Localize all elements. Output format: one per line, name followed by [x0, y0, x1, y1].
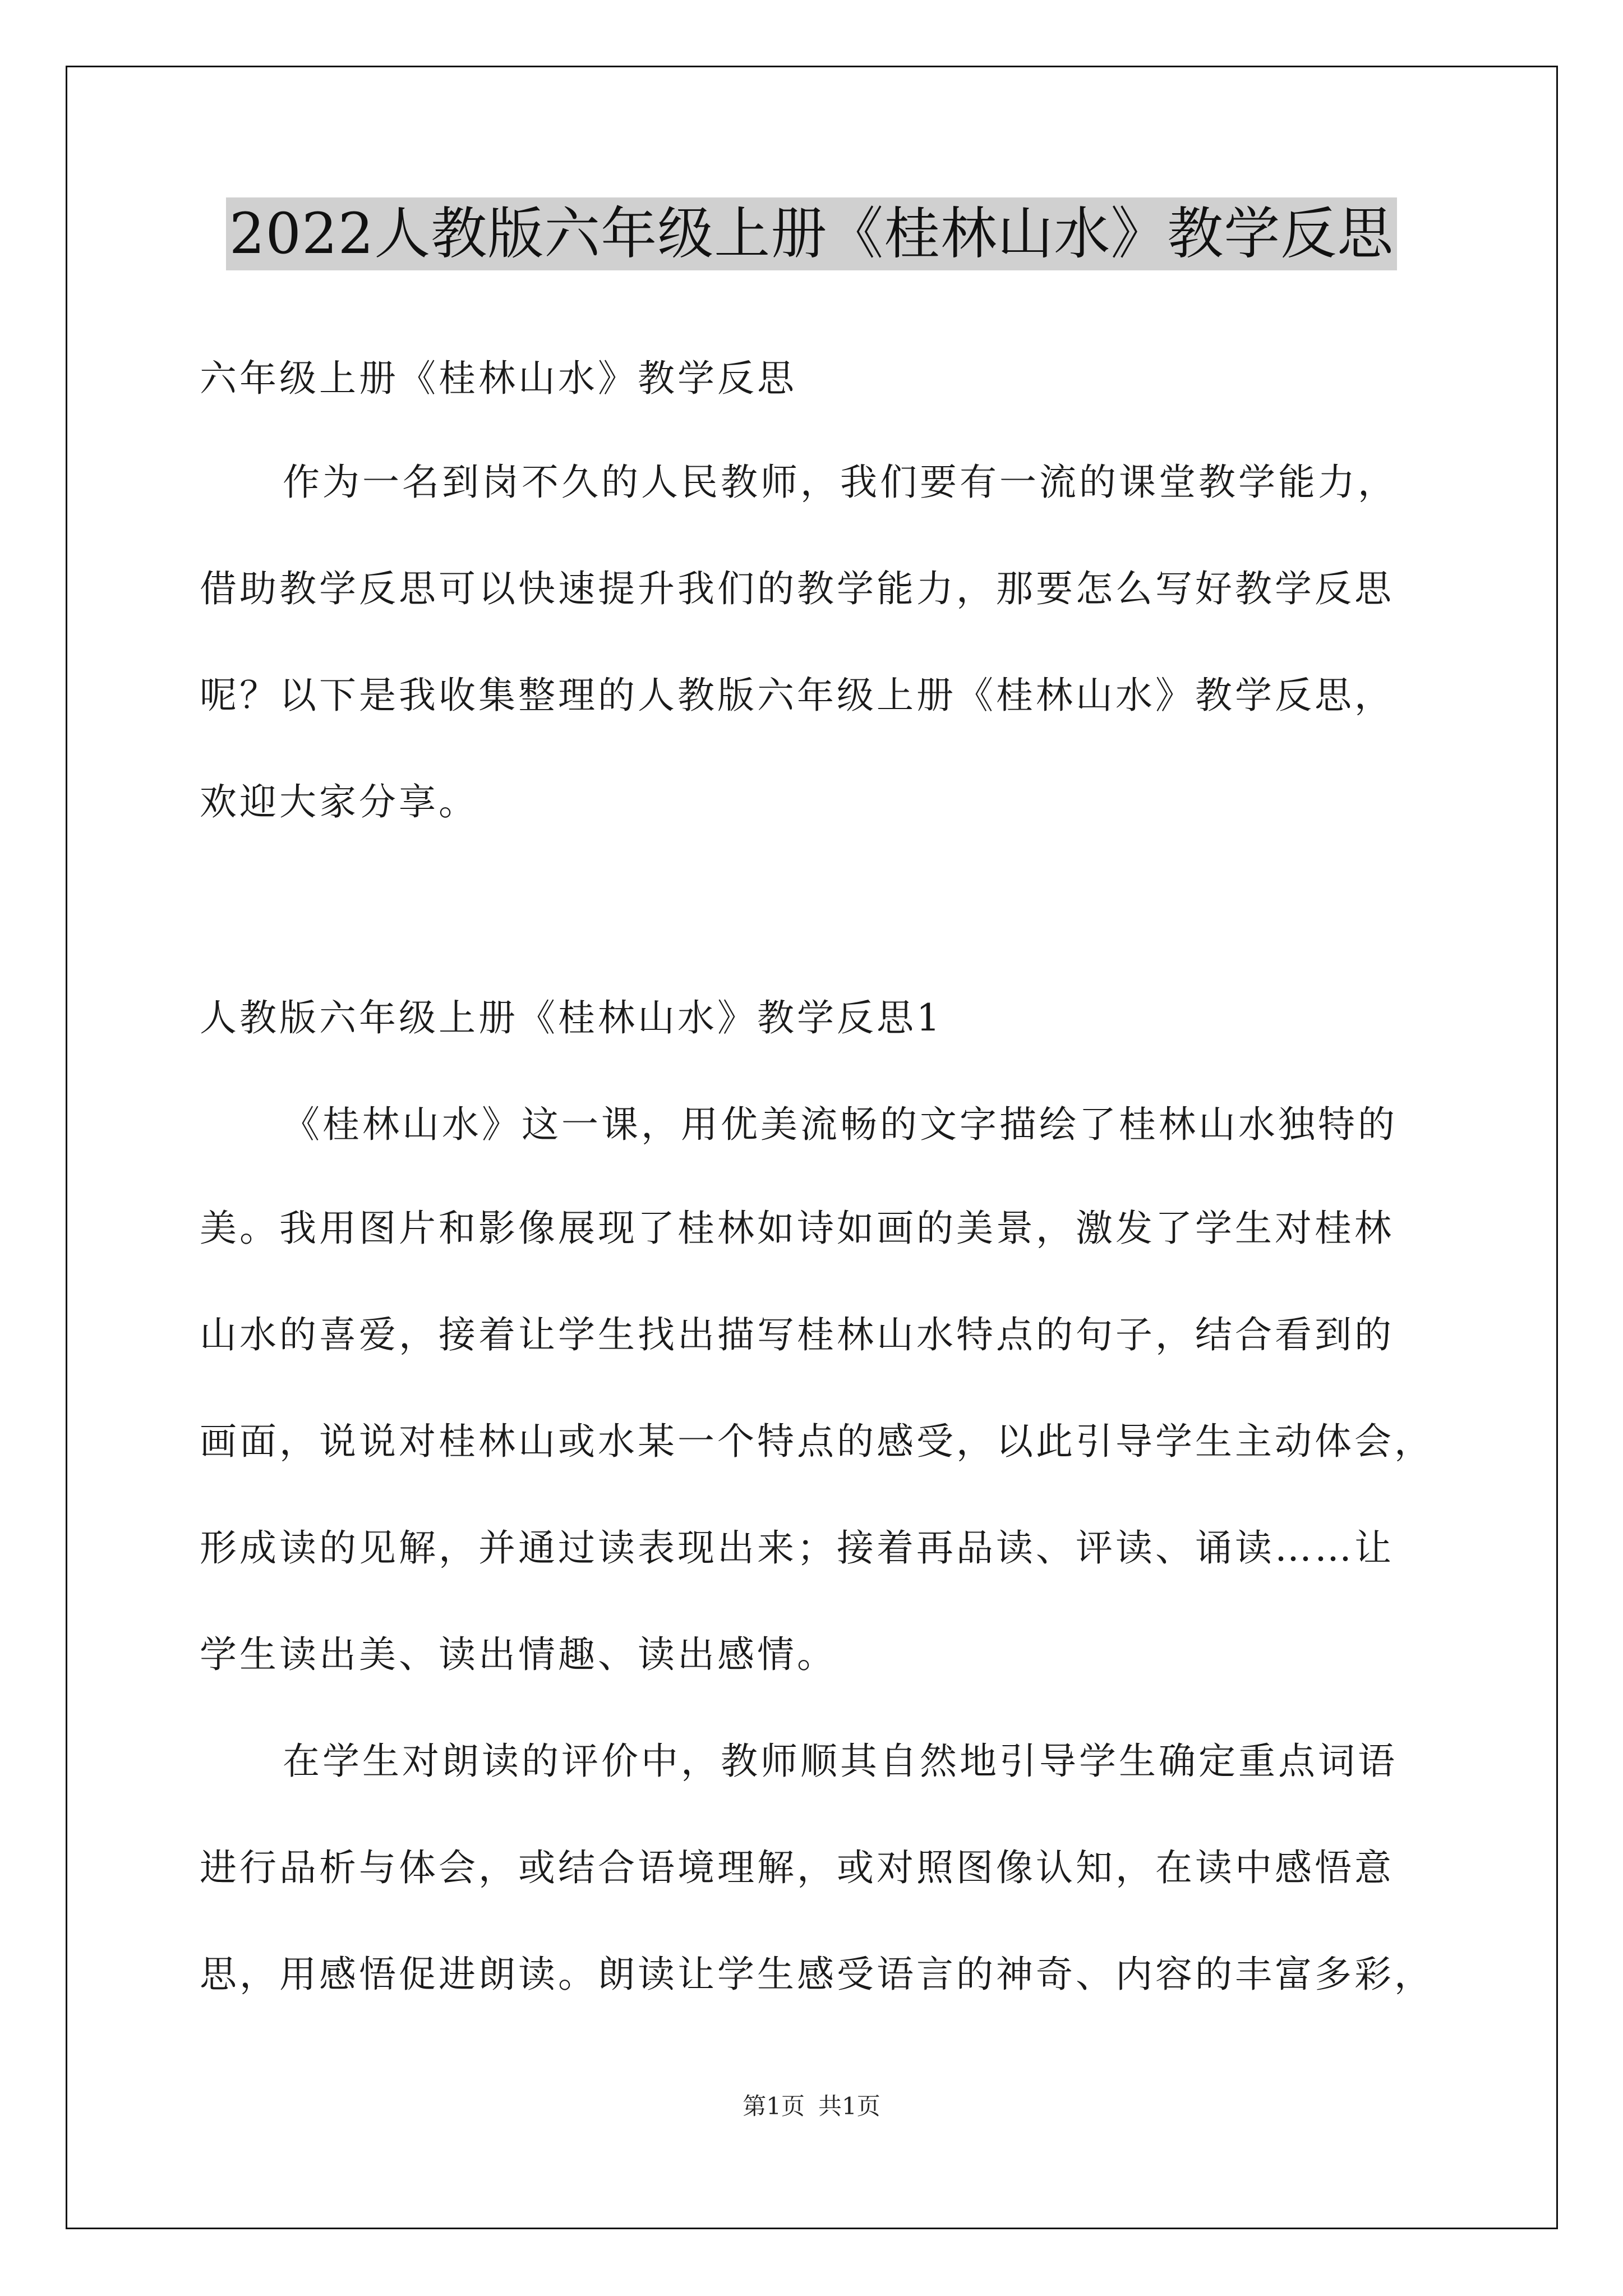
paragraph1-line-6: 学生读出美、读出情趣、读出感情。: [200, 1633, 837, 1676]
intro-line-4: 欢迎大家分享。: [200, 780, 478, 823]
title-container: [0, 197, 1623, 270]
page-number: 第1页: [743, 2092, 805, 2120]
paragraph2-line-2: 进行品析与体会，或结合语境理解，或对照图像认知，在读中感悟意: [200, 1846, 1394, 1889]
paragraph1-line-4: 画面，说说对桂林山或水某一个特点的感受，以此引导学生主动体会，: [200, 1420, 1434, 1463]
paragraph2-line-1: 在学生对朗读的评价中，教师顺其自然地引导学生确定重点词语: [283, 1740, 1398, 1783]
page-footer: [0, 2090, 1623, 2123]
paragraph1-line-2: 美。我用图片和影像展现了桂林如诗如画的美景，激发了学生对桂林: [200, 1207, 1394, 1250]
paragraph1-line-1: 《桂林山水》这一课，用优美流畅的文字描绘了桂林山水独特的: [283, 1103, 1398, 1146]
paragraph1-line-3: 山水的喜爱，接着让学生找出描写桂林山水特点的句子，结合看到的: [200, 1313, 1394, 1356]
subtitle: 六年级上册《桂林山水》教学反思: [200, 357, 797, 400]
section-heading: 人教版六年级上册《桂林山水》教学反思1: [200, 996, 943, 1039]
intro-line-1: 作为一名到岗不久的人民教师，我们要有一流的课堂教学能力，: [283, 461, 1398, 504]
page-total: 共1页: [818, 2092, 880, 2120]
intro-line-2: 借助教学反思可以快速提升我们的教学能力，那要怎么写好教学反思: [200, 567, 1394, 610]
paragraph1-line-5: 形成读的见解，并通过读表现出来；接着再品读、评读、诵读……让: [200, 1526, 1394, 1570]
paragraph2-line-3: 思，用感悟促进朗读。朗读让学生感受语言的神奇、内容的丰富多彩，: [200, 1953, 1434, 1996]
intro-line-3: 呢？以下是我收集整理的人教版六年级上册《桂林山水》教学反思，: [200, 674, 1394, 717]
document-title: 2022人教版六年级上册《桂林山水》教学反思: [226, 197, 1398, 270]
